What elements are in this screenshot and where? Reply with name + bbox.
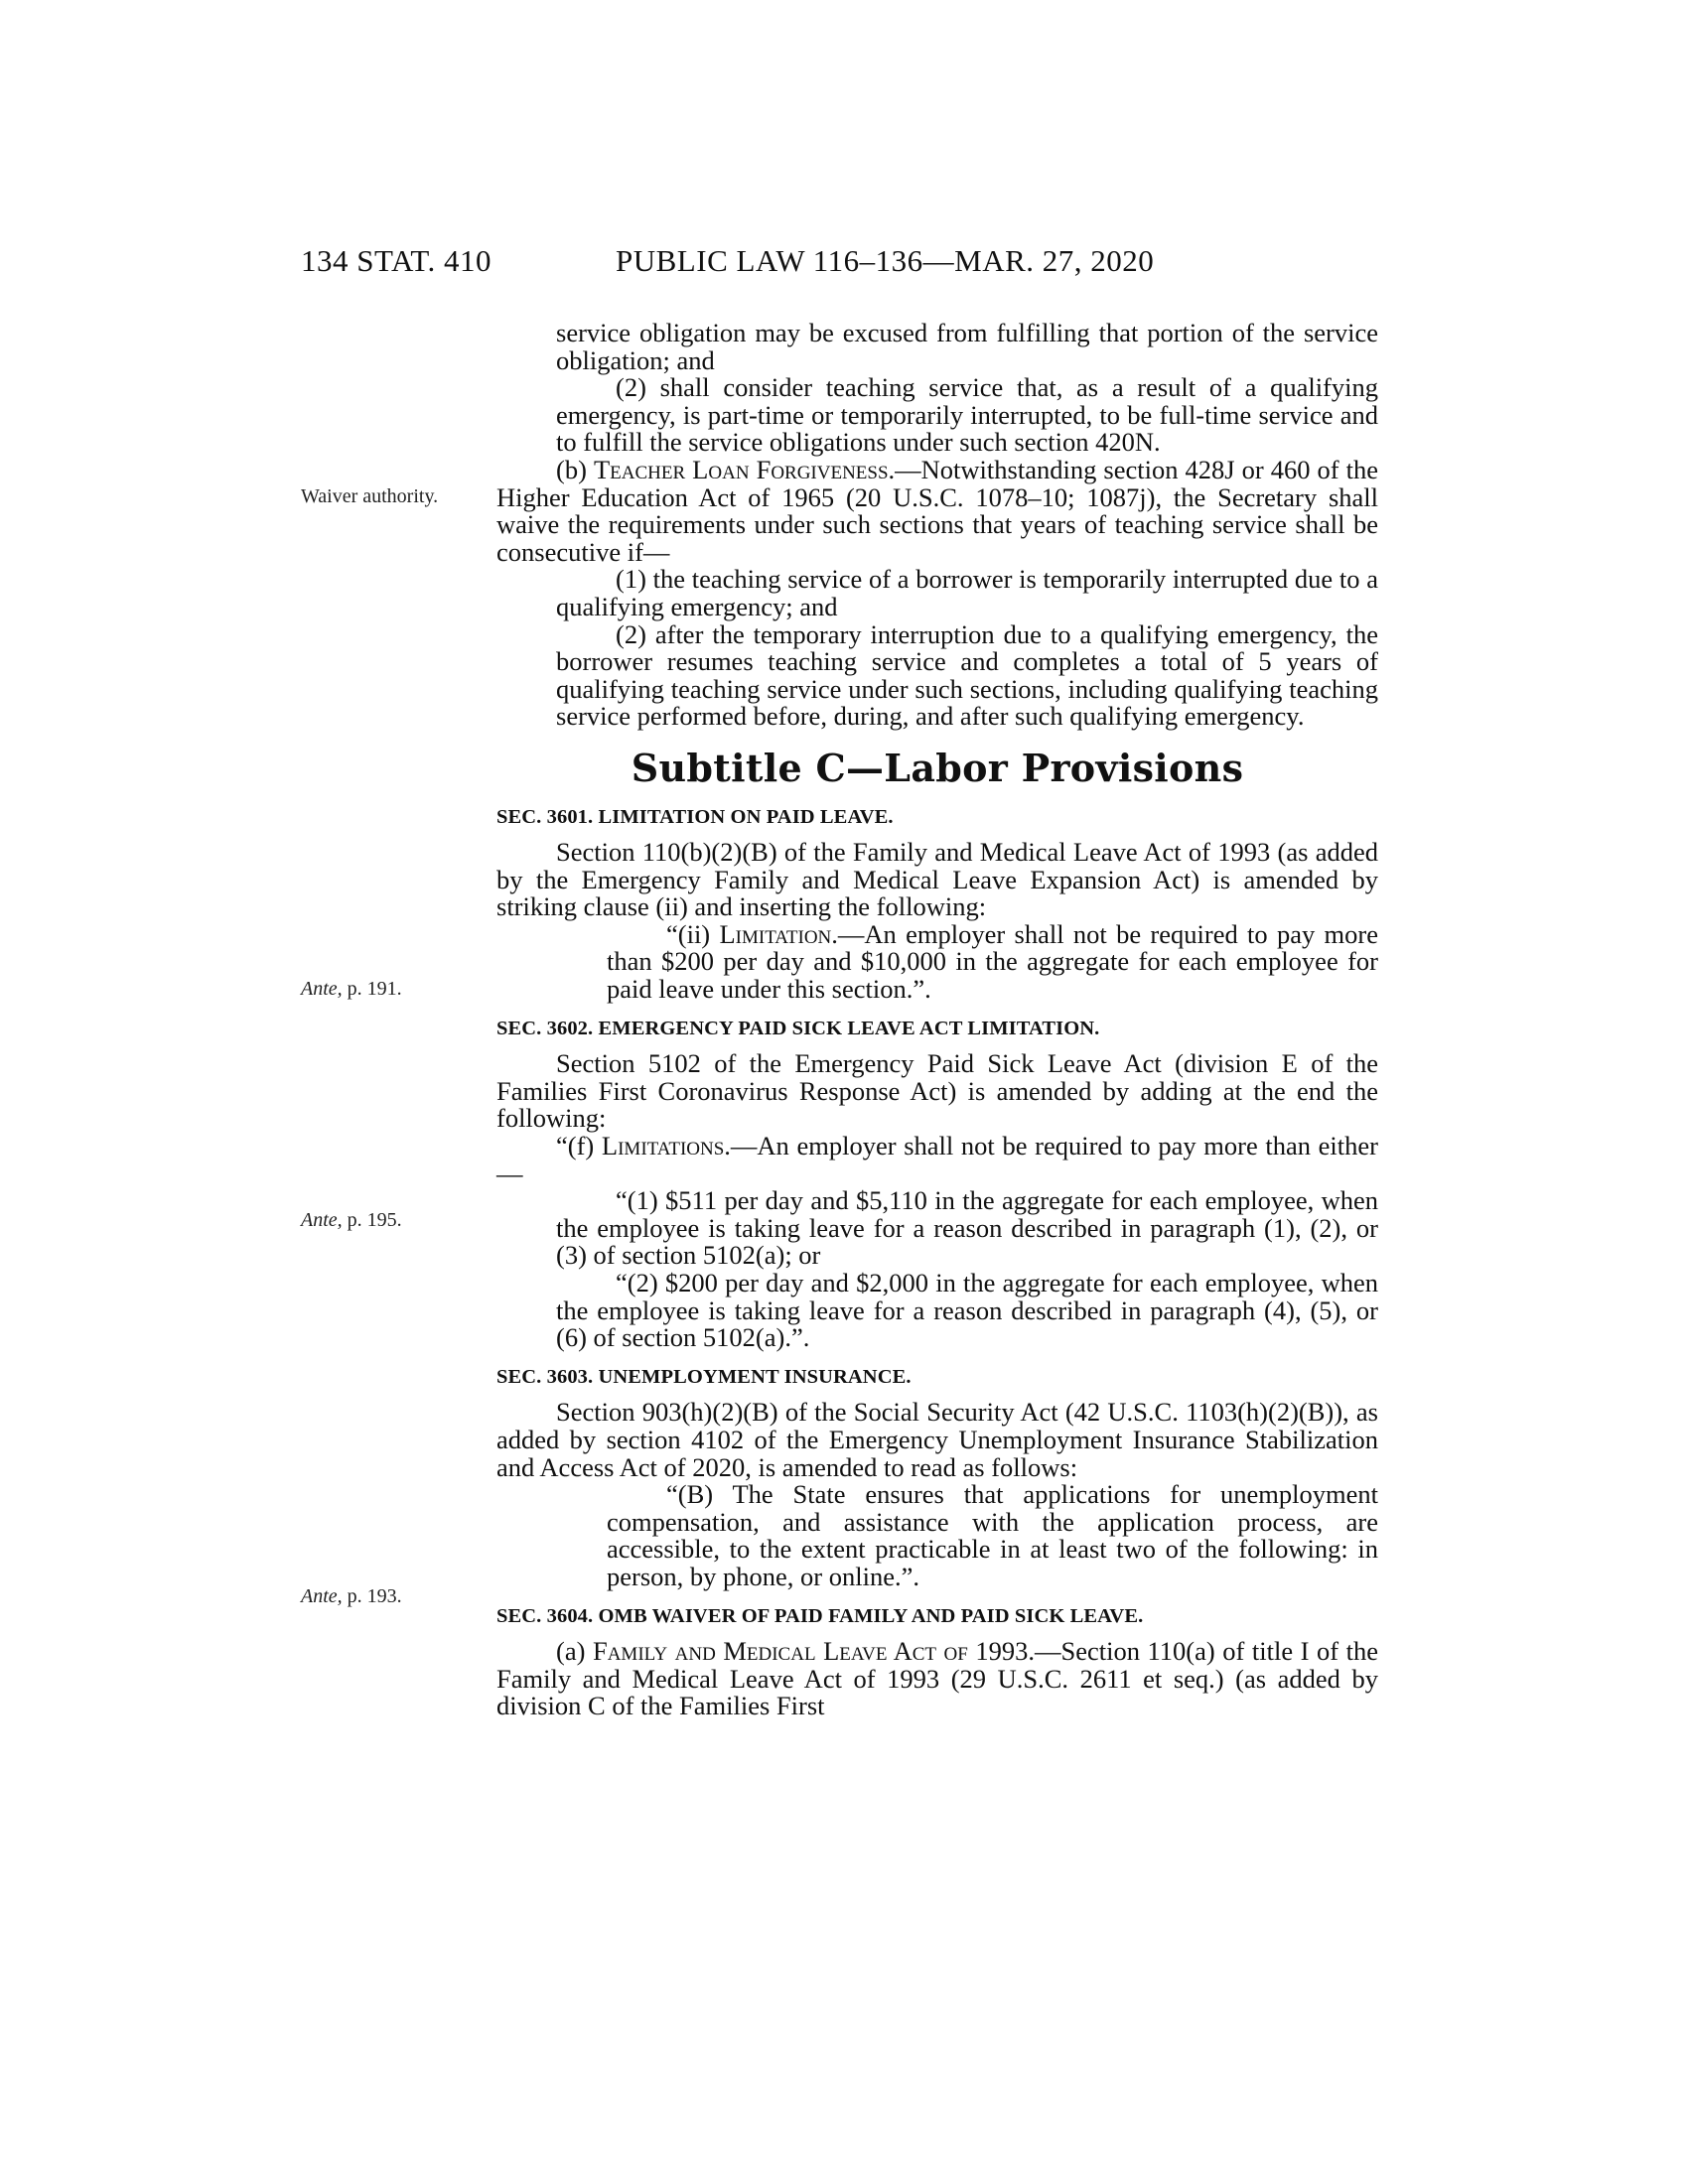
margin-note-waiver: Waiver authority. (301, 485, 439, 507)
paragraph-service-obligation: service obligation may be excused from fulfilling that portion of the service obligation; and (556, 318, 1378, 375)
section-3601-quote: “(ii) Limitation.—An employer shall not be required to pay more than $200 per day and $10,000 in the aggregate for each employee for paid leave under this section.”. (607, 918, 1378, 1005)
margin-note-ante-193: Ante, p. 193. (301, 1585, 402, 1607)
subtitle-heading: Subtitle C—Labor Provisions (631, 745, 1244, 790)
paragraph-b1: (1) the teaching service of a borrower is temporarily interrupted due to a qualifying emergency; and (556, 564, 1378, 621)
section-3601-text: Section 110(b)(2)(B) of the Family and Medical Leave Act of 1993 (as added by the Emergency Family and Medical Leave Expansion Act) is amended by striking clause (ii) and inserting the following: (496, 837, 1378, 922)
running-header: PUBLIC LAW 116–136—MAR. 27, 2020 (616, 243, 1155, 278)
body-text (496, 320, 1378, 1720)
section-3601-heading: SEC. 3601. LIMITATION ON PAID LEAVE. (496, 805, 894, 828)
paragraph-2-teaching-service: (2) shall consider teaching service that, as a result of a qualifying emergency, is part-time or temporarily interrupted, to be full-time service and to fulfill the service obligations under such section 420N. (556, 372, 1378, 458)
section-3602-f1: “(1) $511 per day and $5,110 in the aggregate for each employee, when the employee is taking leave for a reason described in paragraph (1), (2), or (3) of section 5102(a); or (556, 1185, 1378, 1271)
section-3603-heading: SEC. 3603. UNEMPLOYMENT INSURANCE. (496, 1365, 912, 1388)
section-3603-quote: “(B) The State ensures that applications for unemployment compensation, and assistance with the application process, are accessible, to the extent practicable in at least two of the following: in person, by phone, or online.”. (607, 1479, 1378, 1591)
section-3604-a: (a) Family and Medical Leave Act of 1993.—Section 110(a) of title I of the Family and Medical Leave Act of 1993 (29 U.S.C. 2611 et seq.) (as added by division C of the Families First (496, 1636, 1378, 1721)
paragraph-b-teacher-loan: (b) Teacher Loan Forgiveness.—Notwithstanding section 428J or 460 of the Higher Education Act of 1965 (20 U.S.C. 1078–10; 1087j), the Secretary shall waive the requirements under such sections that years of teaching service shall be consecutive if— (496, 454, 1378, 567)
paragraph-b2: (2) after the temporary interruption due to a qualifying emergency, the borrower resumes teaching service and completes a total of 5 years of qualifying teaching service under such sections, including qualifying teaching service performed before, during, and after such qualifying emergency. (556, 618, 1378, 732)
section-3603-text: Section 903(h)(2)(B) of the Social Security Act (42 U.S.C. 1103(h)(2)(B)), as added by section 4102 of the Emergency Unemployment Insurance Stabilization and Access Act of 2020, is amended to read as follows: (496, 1397, 1378, 1482)
margin-note-ante-195: Ante, p. 195. (301, 1209, 402, 1231)
section-3602-f2: “(2) $200 per day and $2,000 in the aggregate for each employee, when the employee is taking leave for a reason described in paragraph (4), (5), or (6) of section 5102(a).”. (556, 1268, 1378, 1353)
section-3602-text: Section 5102 of the Emergency Paid Sick Leave Act (division E of the Families First Coronavirus Response Act) is amended by adding at the end the following: (496, 1048, 1378, 1134)
section-3604-heading: SEC. 3604. OMB WAIVER OF PAID FAMILY AND PAID SICK LEAVE. (496, 1604, 1144, 1627)
margin-note-ante-191: Ante, p. 191. (301, 978, 402, 1000)
page-stat-number: 134 STAT. 410 (301, 243, 492, 278)
section-3602-f: “(f) Limitations.—An employer shall not be required to pay more than either— (496, 1131, 1378, 1188)
section-3602-heading: SEC. 3602. EMERGENCY PAID SICK LEAVE ACT LIMITATION. (496, 1017, 1100, 1039)
